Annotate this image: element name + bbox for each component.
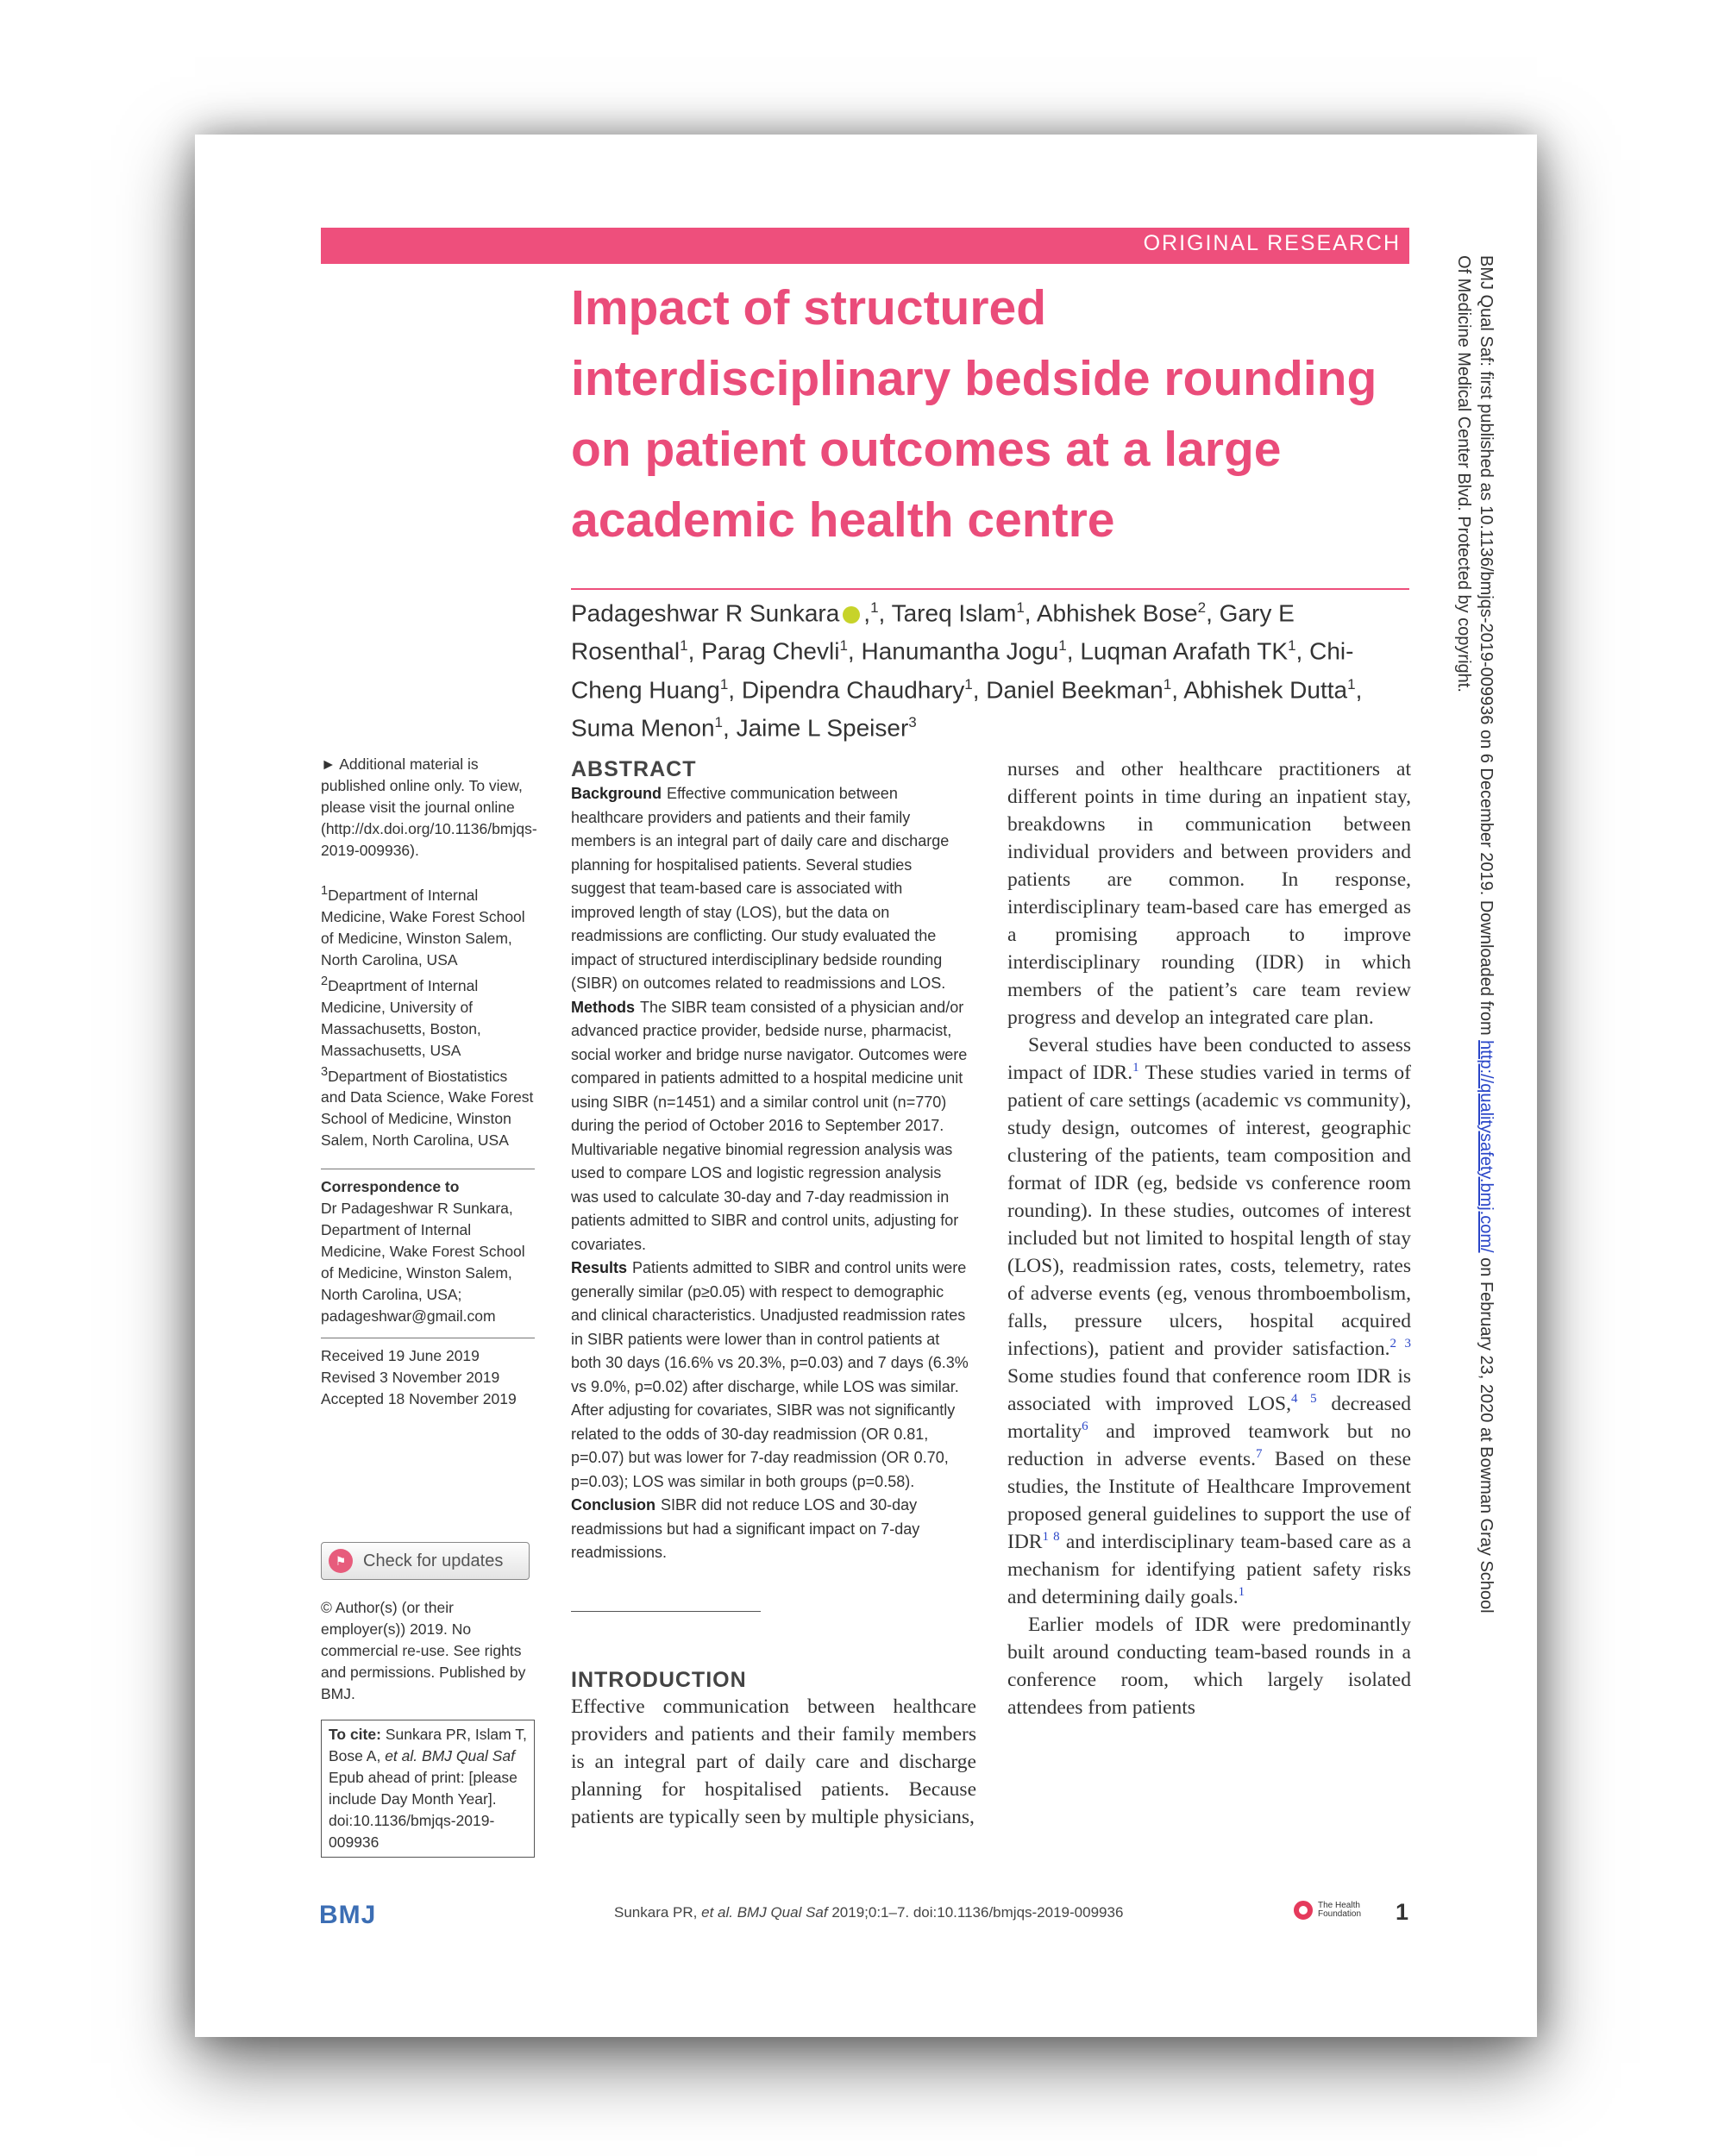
affiliation: $^1$Department of Internal Medicine, Wake Forest School of Medicine, Winston Salem, North Carolina, USA (321, 884, 525, 968)
author-name: Abhishek Dutta (1183, 675, 1348, 703)
cite-label: To cite: (329, 1726, 381, 1743)
abstract-results: Results Patients admitted to SIBR and control units were generally similar (p≥0.05) with respect to demographic and clinical characteristics. Unadjusted readmission rates in SIBR patients were lower than in control patients at both 30 days (16.6% vs 20.3%, p=0.03) and 7 days (6.3% vs 9.0%, p=0.02) after discharge, while LOS was similar. After adjusting for covariates, SIBR was not significantly related to the odds of 30-day readmission (OR 0.81, p=0.07) but was lower for 7-day readmission (OR 0.70, p=0.03); LOS was similar in both groups (p=0.58). (571, 1259, 969, 1490)
author-affiliation-mark: 2 (1197, 599, 1207, 616)
author-affiliation-mark: 1 (1288, 637, 1296, 655)
author-list: Padageshwar R Sunkara ,$^1$, Tareq Islam$^1$, Abhishek Bose$^2$, Gary E Rosenthal$^1$, Parag Chevli$^1$, Hanumantha Jogu$^1$, Luqman Arafath $TK^1$, Chi-Cheng Huang$^1$, Dipendra Chaudhary$^1$, Daniel Beekman$^1$, Abhishek Dutta$^1$, Suma Menon$^1$, Jaime L Speiser$^3$ (571, 599, 1363, 742)
article-title: Impact of structured interdisciplinary bedside rounding on patient outcomes at a large academic health centre (571, 280, 1377, 548)
author-name: Padageshwar R Sunkara (571, 599, 840, 627)
reference-link[interactable]: 4 5 (1290, 1392, 1317, 1407)
introduction (571, 1668, 976, 1831)
cite-box (321, 1720, 535, 1858)
cite-details: Epub ahead of print: [please include Day Month Year]. doi:10.1136/bmjqs-2019-009936 (329, 1769, 518, 1851)
author-name: Chi-Cheng Huang (571, 637, 1354, 703)
body-paragraph: Several studies have been conducted to assess impact of IDR.$^1$ These studies varied in terms of patient of care settings (academic vs community), study design, outcomes of interest, geographic clustering of the patients, team composition and format of IDR (eg, bedside vs conference room rounding). In these studies, outcomes of interest included but not limited to hospital length of stay (LOS), readmission rates, costs, telemetry, rates of adverse events (eg, venous thromboembolism, falls, pressure ulcers, hospital acquired infections), patient and provider satisfaction.$^{2 3}$ Some studies found that conference room IDR is associated with improved LOS,$^{4 5}$ decreased mortality$^6$ and improved teamwork but no reduction in adverse events.$^7$ Based on these studies, the Institute of Healthcare Improvement proposed general guidelines to support the use of IDR$^{1 8}$ and interdisciplinary team-based care as a mechanism for identifying patient safety risks and determining daily goals.$^1$ (1007, 1034, 1412, 1608)
reference-link[interactable]: 1 8 (1042, 1530, 1060, 1545)
author-affiliation-mark: 3 (908, 713, 917, 730)
reference-link[interactable]: 1 (1132, 1061, 1139, 1075)
author-name: Tareq Islam (891, 599, 1017, 627)
author-affiliation-mark: 1 (680, 637, 688, 655)
additional-material-note: ► Additional material is published online only. To view, please visit the journal online (http://dx.doi.org/10.1136/bmjqs-2019-009936). (321, 755, 537, 859)
author-affiliation-mark: 1 (1016, 599, 1025, 616)
accepted-date: Accepted 18 November 2019 (321, 1390, 517, 1408)
abstract-heading: ABSTRACT (571, 757, 697, 781)
affiliation: $^3$Department of Biostatistics and Data Science, Wake Forest School of Medicine, Winston Salem, North Carolina, USA (321, 1064, 534, 1150)
introduction-paragraph: Effective communication between healthcare providers and patients and their family members is an integral part of daily care and discharge planning for hospitalised patients. Because patients are typically seen by multiple physicians, (571, 1695, 976, 1828)
cite-etal: et al. (385, 1747, 418, 1764)
section-label: ORIGINAL RESEARCH (1143, 231, 1401, 255)
affiliation-list (321, 881, 535, 1151)
footer-citation: Sunkara PR, et al. BMJ Qual Saf 2019;0:1–7. doi:10.1136/bmjqs-2019-009936 (614, 1904, 1124, 1921)
sidebar (321, 754, 535, 1410)
cite-journal: BMJ Qual Saf (422, 1747, 515, 1764)
introduction-heading: INTRODUCTION (571, 1668, 747, 1692)
affiliation: $^2$Deaprtment of Internal Medicine, University of Massachusetts, Boston, Massachusetts, USA (321, 974, 481, 1059)
body-right-column (1007, 755, 1411, 1721)
author-name: Luqman Arafath TK (1080, 637, 1289, 665)
abstract-conclusion: Conclusion SIBR did not reduce LOS and 30-day readmissions but had a significant impact on 7-day readmissions. (571, 1496, 920, 1561)
reference-link[interactable]: 2 3 (1389, 1337, 1411, 1351)
cite-authors: Sunkara PR, Islam T, Bose A, (329, 1726, 527, 1764)
download-notice: BMJ Qual Saf: first published as 10.1136/bmjqs-2019-009936 on 6 December 2019. Downloaded from http://qualitysafety.bmj.com/ on February 23, 2020 at Bowman Gray School Of Medicine Medical Center Blvd. Protected by copyright. (1454, 255, 1496, 1614)
author-affiliation-mark: 1 (1347, 675, 1356, 693)
author-affiliation-mark: 1 (714, 713, 724, 730)
check-for-updates-button[interactable] (321, 1542, 530, 1580)
author-affiliation-mark: 1 (719, 675, 729, 693)
author-affiliation-mark: 1 (1163, 675, 1172, 693)
body-paragraph: nurses and other healthcare practitioners at different points in time during an inpatient stay, breakdowns in communication between individual providers and between providers and patients are common. In response, interdisciplinary team-based care has emerged as a promising approach to improve interdisciplinary rounding (IDR) in which members of the patient’s care team review progress and develop an integrated care plan. (1007, 758, 1411, 1029)
article-page (195, 135, 1537, 2037)
copyright-note: © Author(s) (or their employer(s)) 2019. No commercial re-use. See rights and permissions. Published by BMJ. (321, 1599, 526, 1702)
author-name: Hanumantha Jogu (861, 637, 1059, 665)
title-divider (571, 588, 1409, 590)
revised-date: Revised 3 November 2019 (321, 1369, 500, 1387)
health-foundation-text: The Health Foundation (1318, 1901, 1362, 1919)
reference-link[interactable]: 1 (1238, 1585, 1245, 1600)
author-affiliation-mark: 1 (1058, 637, 1067, 655)
author-name: Abhishek Bose (1036, 599, 1198, 627)
section-band (321, 228, 1409, 264)
author-name: Jaime L Speiser (736, 714, 909, 742)
journal-link[interactable]: http://qualitysafety.bmj.com/ (1477, 1040, 1496, 1253)
bookmark-icon: ⚑ (329, 1549, 353, 1573)
check-updates-label: Check for updates (363, 1551, 504, 1570)
page-number: 1 (1396, 1899, 1409, 1925)
author-affiliation-mark: 1 (964, 675, 973, 693)
abstract (571, 757, 969, 1565)
author-name: Gary E Rosenthal (571, 599, 1295, 665)
correspondence-text: Dr Padageshwar R Sunkara, Department of Internal Medicine, Wake Forest School of Medicine, Winston Salem, North Carolina, USA; padageshwar@gmail.com (321, 1200, 525, 1326)
body-paragraph: Earlier models of IDR were predominantly built around conducting team-based rounds in a conference room, which largely isolated attendees from patients (1007, 1614, 1411, 1719)
abstract-background: Background Effective communication between healthcare providers and patients and their family members is an integral part of daily care and discharge planning for hospitalised patients. Several studies suggest that team-based care is associated with improved length of stay (LOS), but the data on readmissions are conflicting. Our study evaluated the impact of structured interdisciplinary bedside rounding (SIBR) on outcomes related to readmissions and LOS. (571, 785, 950, 992)
author-name: Suma Menon (571, 714, 715, 742)
author-name: Parag Chevli (701, 637, 840, 665)
author-name: Daniel Beekman (986, 675, 1164, 703)
abstract-methods: Methods The SIBR team consisted of a physician and/or advanced practice provider, bedside nurse, pharmacist, social worker and bridge nurse navigator. Outcomes were compared in patients admitted to a hospital medicine unit using SIBR (n=1451) and a similar control unit (n=770) during the period of October 2016 to September 2017. Multivariable negative binomial regression analysis was used to compare LOS and logistic regression analysis was used to calculate 30-day and 7-day readmission in patients admitted to SIBR and control units, adjusting for covariates. (571, 998, 968, 1253)
health-foundation-icon (1294, 1901, 1313, 1920)
health-foundation-logo (1294, 1901, 1378, 1920)
reference-link[interactable]: 7 (1256, 1447, 1263, 1462)
author-affiliation-mark: 1 (870, 599, 879, 616)
reference-link[interactable]: 6 (1082, 1420, 1088, 1434)
received-date: Received 19 June 2019 (321, 1347, 480, 1365)
abstract-divider (571, 1611, 761, 1612)
orcid-icon[interactable] (843, 606, 860, 624)
author-name: Dipendra Chaudhary (741, 675, 965, 703)
correspondence-heading: Correspondence to (321, 1178, 460, 1196)
author-affiliation-mark: 1 (839, 637, 848, 655)
bmj-logo: BMJ (319, 1901, 377, 1929)
